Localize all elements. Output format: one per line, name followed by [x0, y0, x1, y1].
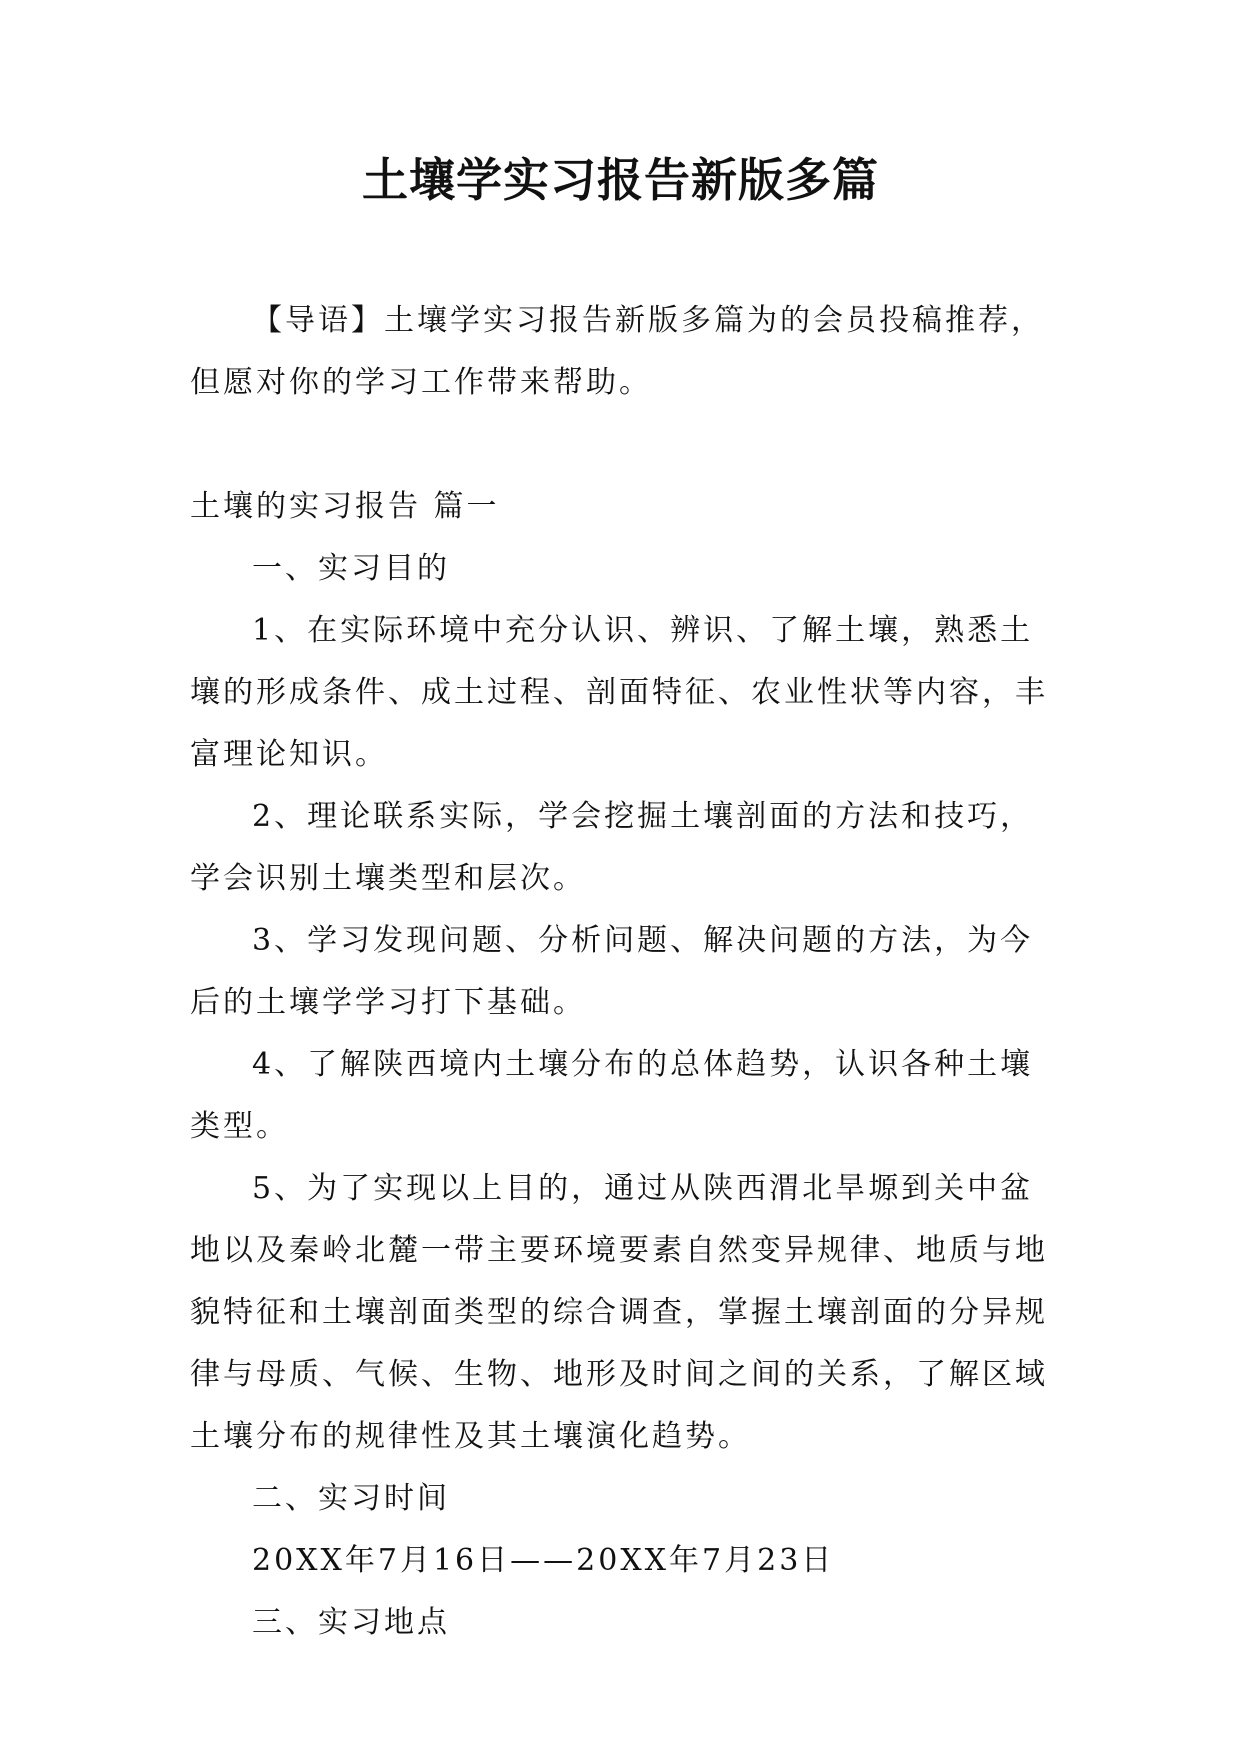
heading-location: 三、实习地点	[252, 1605, 450, 1640]
purpose-item-1: 1、在实际环境中充分认识、辨识、了解土壤，熟悉土壤的形成条件、成土过程、剖面特征、农业性状等内容，丰富理论知识。	[190, 613, 1048, 772]
date-range: 20XX年7月16日——20XX年7月23日	[252, 1543, 835, 1578]
document-title: 土壤学实习报告新版多篇	[362, 153, 879, 207]
purpose-item-5: 5、为了实现以上目的，通过从陕西渭北旱塬到关中盆地以及秦岭北麓一带主要环境要素自然变异规律、地质与地貌特征和土壤剖面类型的综合调查，掌握土壤剖面的分异规律与母质、气候、生物、地形及时间之间的关系，了解区域土壤分布的规律性及其土壤演化趋势。	[190, 1171, 1048, 1454]
intro-paragraph: 【导语】土壤学实习报告新版多篇为的会员投稿推荐，但愿对你的学习工作带来帮助。	[190, 303, 1044, 400]
spacer	[190, 414, 1050, 476]
heading-time: 二、实习时间	[252, 1481, 450, 1516]
heading-purpose: 一、实习目的	[252, 551, 450, 586]
purpose-item-4: 4、了解陕西境内土壤分布的总体趋势，认识各种土壤类型。	[190, 1047, 1034, 1144]
document-body	[190, 290, 1050, 1654]
purpose-item-2: 2、理论联系实际，学会挖掘土壤剖面的方法和技巧，学会识别土壤类型和层次。	[190, 799, 1034, 896]
purpose-item-3: 3、学习发现问题、分析问题、解决问题的方法，为今后的土壤学学习打下基础。	[190, 923, 1034, 1020]
section-heading: 土壤的实习报告 篇一	[190, 489, 500, 524]
